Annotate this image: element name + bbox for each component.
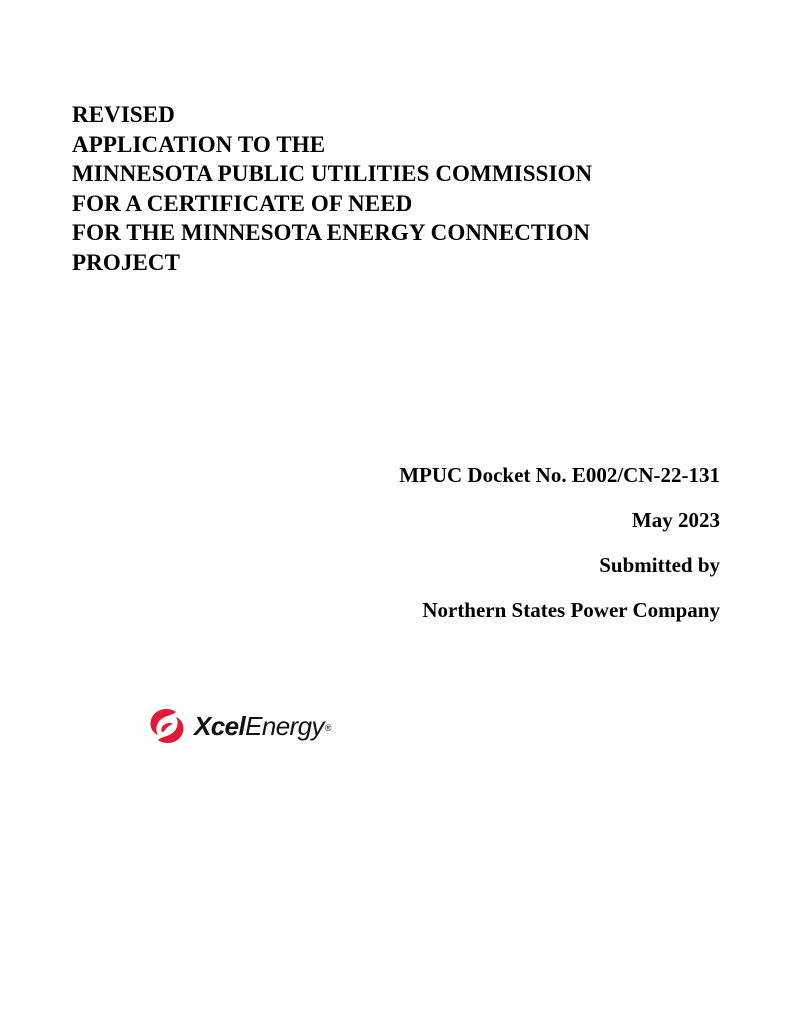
xcel-energy-logo [146, 705, 331, 747]
logo-brand-regular: Energy [245, 711, 324, 741]
submission-date: May 2023 [631, 508, 720, 532]
company-name: Northern States Power Company [422, 598, 720, 622]
document-title [72, 100, 752, 277]
logo-brand-bold: Xcel [194, 711, 246, 741]
registered-mark: ® [324, 723, 331, 733]
title-line-4: FOR A CERTIFICATE OF NEED [72, 190, 413, 216]
title-line-3: MINNESOTA PUBLIC UTILITIES COMMISSION [72, 161, 593, 186]
title-line-2: APPLICATION TO THE [72, 131, 326, 157]
submitted-by-label: Submitted by [599, 553, 720, 577]
docket-number: MPUC Docket No. E002/CN-22-131 [399, 463, 720, 487]
title-line-6: PROJECT [72, 249, 181, 275]
title-line-5: FOR THE MINNESOTA ENERGY CONNECTION [72, 220, 591, 245]
logo-wordmark [194, 711, 331, 741]
title-line-1: REVISED [72, 102, 175, 127]
xcel-energy-swirl-icon [146, 705, 188, 747]
submission-info [200, 463, 720, 643]
